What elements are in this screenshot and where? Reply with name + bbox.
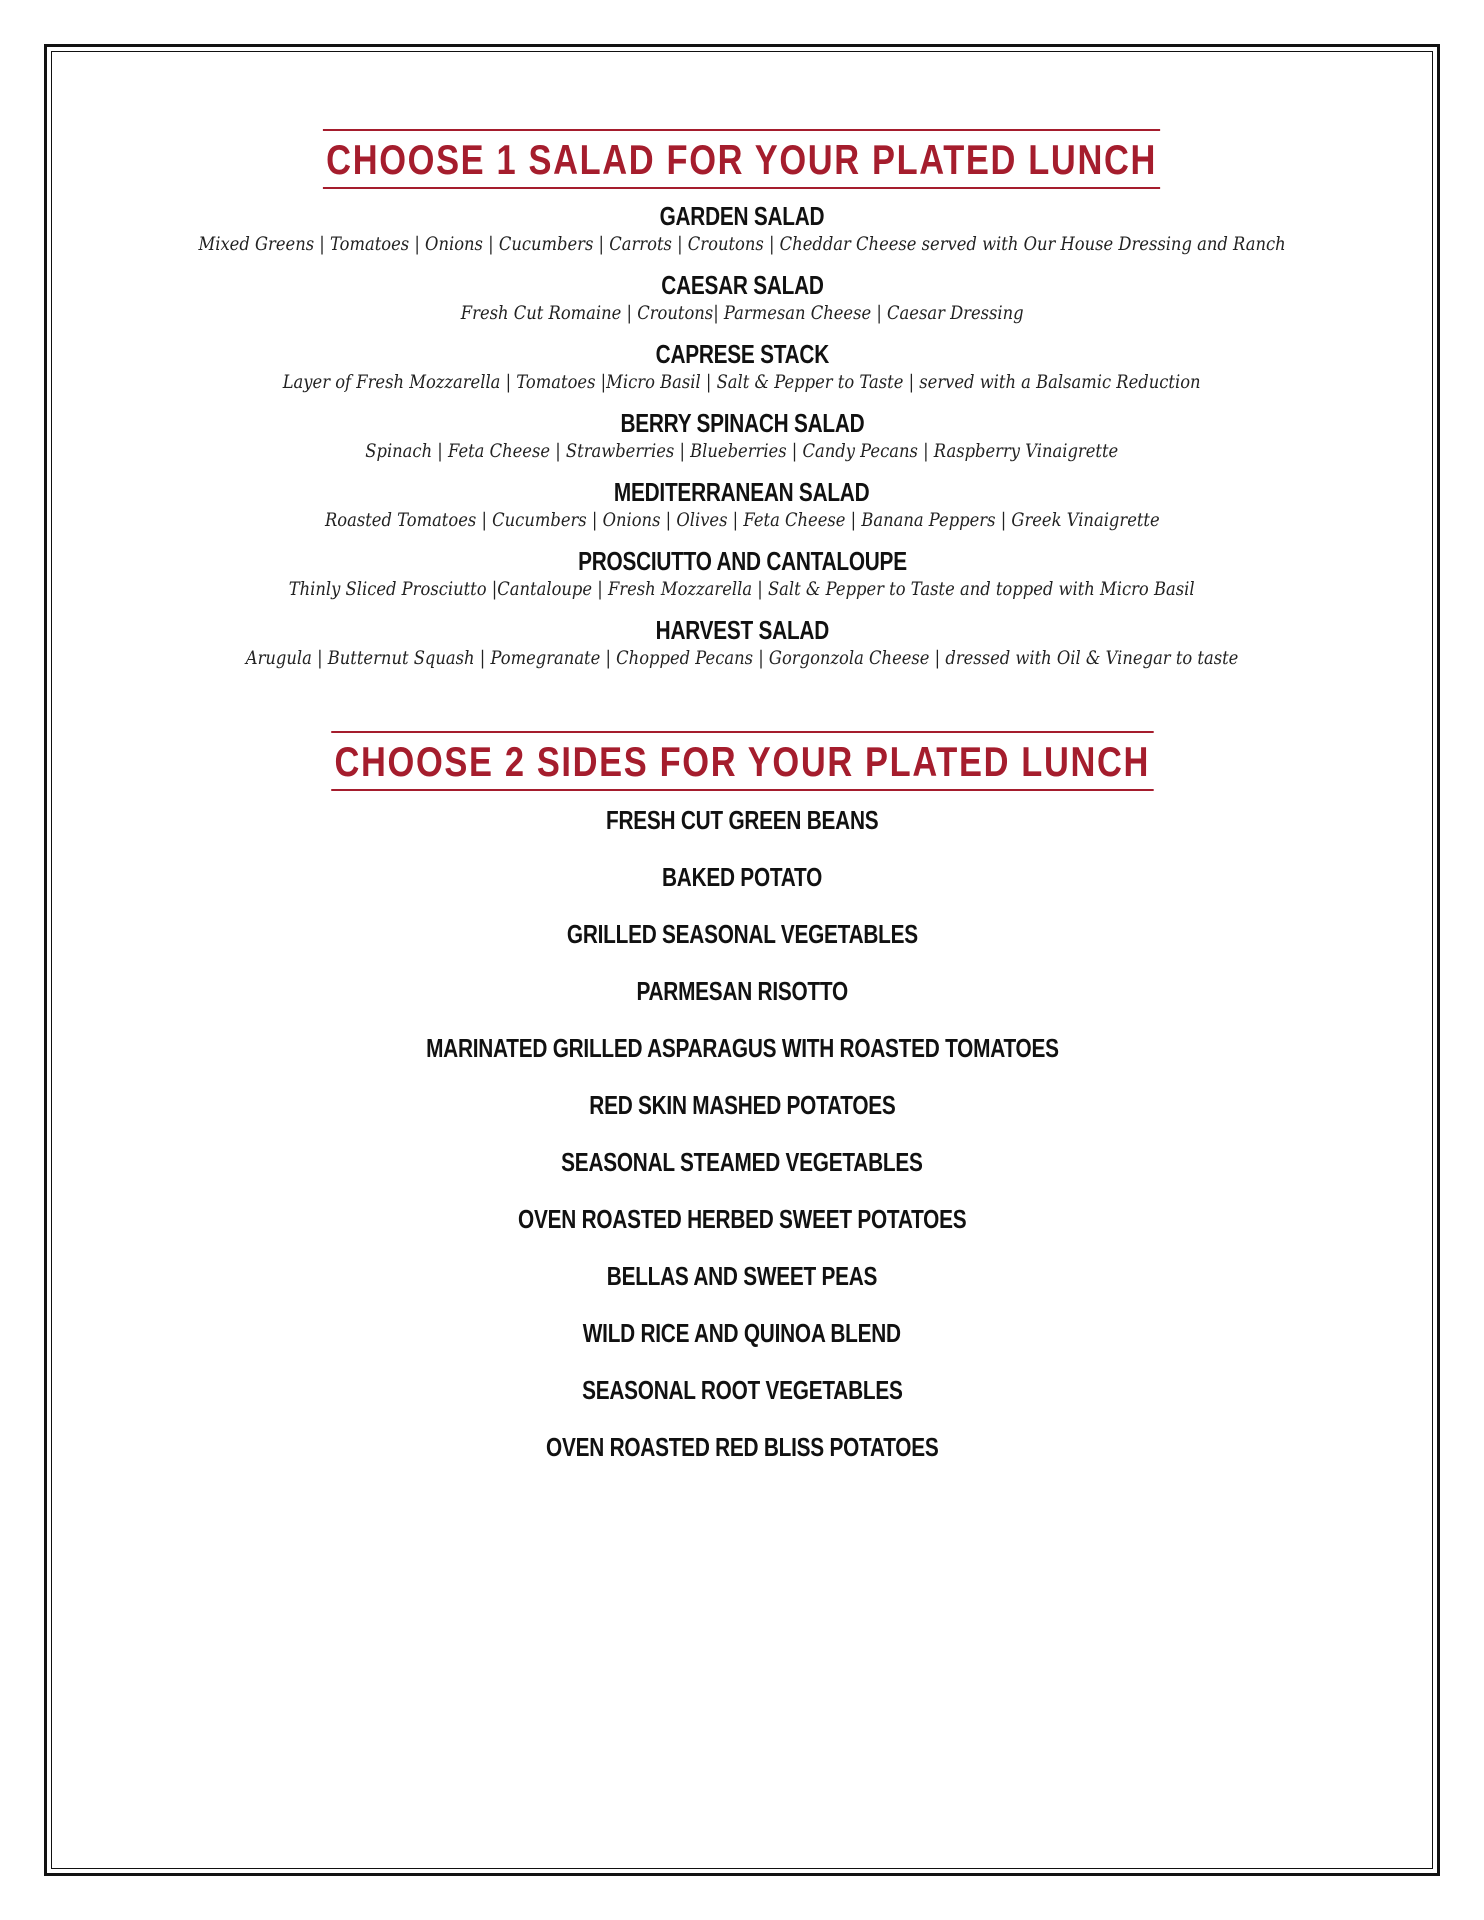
side-item <box>51 1204 1433 1261</box>
salad-section <box>51 129 1433 671</box>
side-item <box>51 805 1433 862</box>
salad-description-row <box>51 507 1433 533</box>
salad-description-row <box>51 576 1433 602</box>
salad-description: Thinly Sliced Prosciutto |Cantaloupe | Fresh Mozzarella | Salt & Pepper to Taste and topped with Micro Basil <box>289 578 1195 600</box>
side-item <box>51 1432 1433 1489</box>
sides-heading-wrap <box>51 731 1433 791</box>
salad-name-row <box>51 477 1433 507</box>
side-name: MARINATED GRILLED ASPARAGUS WITH ROASTED TOMATOES <box>425 1033 1059 1063</box>
menu-content <box>51 51 1433 1489</box>
salad-description: Arugula | Butternut Squash | Pomegranate | Chopped Pecans | Gorgonzola Cheese | dressed with Oil & Vinegar to taste <box>245 647 1239 669</box>
salad-section-heading: CHOOSE 1 SALAD FOR YOUR PLATED LUNCH <box>323 129 1160 189</box>
side-item <box>51 1261 1433 1318</box>
side-name: FRESH CUT GREEN BEANS <box>605 805 879 835</box>
salad-name-row <box>51 546 1433 576</box>
salad-description-row <box>51 645 1433 671</box>
salad-name: CAESAR SALAD <box>660 270 824 300</box>
side-name: SEASONAL STEAMED VEGETABLES <box>561 1147 923 1177</box>
side-name: WILD RICE AND QUINOA BLEND <box>582 1318 902 1348</box>
side-item <box>51 1318 1433 1375</box>
salad-name: GARDEN SALAD <box>659 201 825 231</box>
side-item <box>51 1375 1433 1432</box>
salad-name: CAPRESE STACK <box>655 339 829 369</box>
salad-name-row <box>51 201 1433 231</box>
salad-item <box>51 201 1433 257</box>
salad-name-row <box>51 270 1433 300</box>
side-item <box>51 976 1433 1033</box>
salad-name: BERRY SPINACH SALAD <box>620 408 864 438</box>
salad-list <box>51 201 1433 671</box>
salad-name-row <box>51 339 1433 369</box>
salad-item <box>51 615 1433 671</box>
salad-description: Fresh Cut Romaine | Croutons| Parmesan Cheese | Caesar Dressing <box>460 302 1024 324</box>
sides-section <box>51 731 1433 1489</box>
side-name: BAKED POTATO <box>661 862 823 892</box>
side-name: OVEN ROASTED RED BLISS POTATOES <box>545 1432 939 1462</box>
side-item <box>51 1033 1433 1090</box>
salad-name: HARVEST SALAD <box>655 615 829 645</box>
side-name: PARMESAN RISOTTO <box>636 976 848 1006</box>
side-item <box>51 862 1433 919</box>
side-name: SEASONAL ROOT VEGETABLES <box>581 1375 903 1405</box>
sides-section-heading: CHOOSE 2 SIDES FOR YOUR PLATED LUNCH <box>331 731 1153 791</box>
salad-description-row <box>51 231 1433 257</box>
salad-item <box>51 546 1433 602</box>
side-name: OVEN ROASTED HERBED SWEET POTATOES <box>517 1204 967 1234</box>
salad-item <box>51 339 1433 395</box>
salad-description-row <box>51 438 1433 464</box>
sides-list <box>51 805 1433 1489</box>
salad-description-row <box>51 369 1433 395</box>
salad-description: Spinach | Feta Cheese | Strawberries | Blueberries | Candy Pecans | Raspberry Vinaigrette <box>365 440 1119 462</box>
side-name: BELLAS AND SWEET PEAS <box>606 1261 878 1291</box>
salad-description: Layer of Fresh Mozzarella | Tomatoes |Micro Basil | Salt & Pepper to Taste | served with a Balsamic Reduction <box>283 371 1201 393</box>
salad-name-row <box>51 615 1433 645</box>
salad-description-row <box>51 300 1433 326</box>
side-item <box>51 1090 1433 1147</box>
side-name: RED SKIN MASHED POTATOES <box>588 1090 896 1120</box>
side-item <box>51 919 1433 976</box>
side-item <box>51 1147 1433 1204</box>
salad-item <box>51 408 1433 464</box>
salad-item <box>51 477 1433 533</box>
salad-name: PROSCIUTTO AND CANTALOUPE <box>577 546 907 576</box>
salad-name: MEDITERRANEAN SALAD <box>614 477 870 507</box>
side-name: GRILLED SEASONAL VEGETABLES <box>566 919 918 949</box>
salad-description: Roasted Tomatoes | Cucumbers | Onions | Olives | Feta Cheese | Banana Peppers | Greek Vinaigrette <box>324 509 1160 531</box>
salad-item <box>51 270 1433 326</box>
salad-description: Mixed Greens | Tomatoes | Onions | Cucumbers | Carrots | Croutons | Cheddar Cheese served with Our House Dressing and Ranch <box>198 233 1286 255</box>
salad-name-row <box>51 408 1433 438</box>
salad-heading-wrap <box>51 129 1433 189</box>
